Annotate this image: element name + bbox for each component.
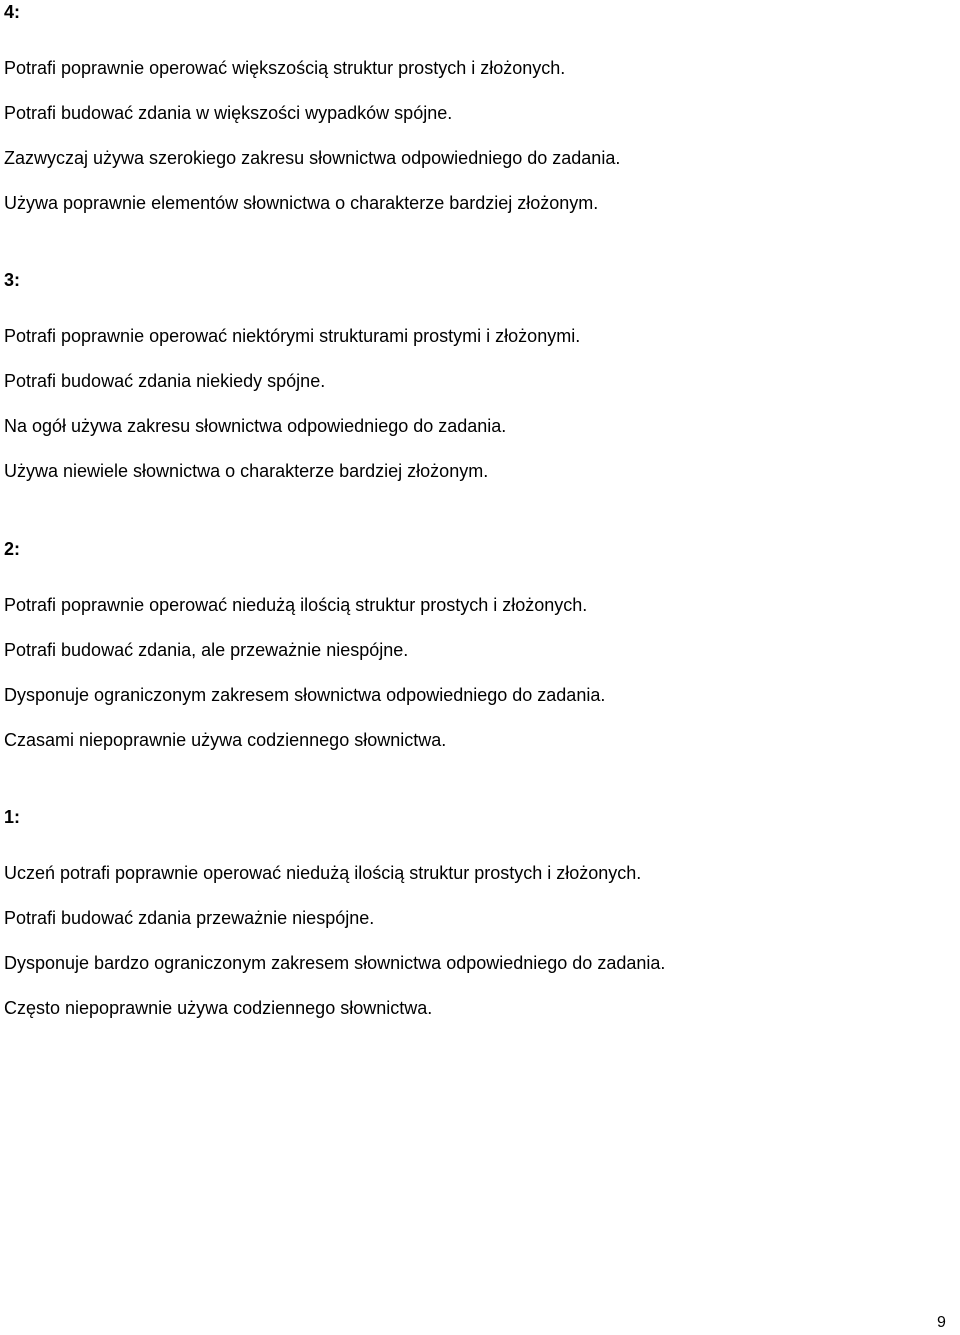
level-description-line: Potrafi budować zdania, ale przeważnie niespójne. [4,640,409,660]
level-description-line: Potrafi budować zdania przeważnie niespójne. [4,908,375,928]
level-description-list [4,862,944,1019]
level-heading: 3: [4,270,21,290]
level-1-section [4,806,944,1019]
level-description-line: Zazwyczaj używa szerokiego zakresu słownictwa odpowiedniego do zadania. [4,148,621,168]
level-description-list [4,325,944,482]
level-description-line: Uczeń potrafi poprawnie operować niedużą ilością struktur prostych i złożonych. [4,863,642,883]
level-3-section [4,269,944,482]
level-description-list [4,57,944,214]
level-description-line: Na ogół używa zakresu słownictwa odpowiedniego do zadania. [4,416,507,436]
level-2-section [4,538,944,751]
level-description-line: Często niepoprawnie używa codziennego słownictwa. [4,998,433,1018]
level-heading: 4: [4,2,21,22]
level-4-section [4,1,944,214]
level-description-line: Dysponuje ograniczonym zakresem słownictwa odpowiedniego do zadania. [4,685,606,705]
level-description-line: Używa poprawnie elementów słownictwa o charakterze bardziej złożonym. [4,193,599,213]
level-heading: 2: [4,539,21,559]
level-description-list [4,594,944,751]
level-description-line: Potrafi budować zdania w większości wypadków spójne. [4,103,453,123]
page-number: 9 [937,1314,946,1331]
level-description-line: Potrafi poprawnie operować niedużą ilością struktur prostych i złożonych. [4,595,588,615]
level-description-line: Potrafi poprawnie operować niektórymi strukturami prostymi i złożonymi. [4,326,581,346]
level-description-line: Potrafi budować zdania niekiedy spójne. [4,371,326,391]
level-heading: 1: [4,807,21,827]
level-description-line: Używa niewiele słownictwa o charakterze bardziej złożonym. [4,461,489,481]
level-description-line: Dysponuje bardzo ograniczonym zakresem słownictwa odpowiedniego do zadania. [4,953,666,973]
level-description-line: Potrafi poprawnie operować większością struktur prostych i złożonych. [4,58,566,78]
level-description-line: Czasami niepoprawnie używa codziennego słownictwa. [4,730,447,750]
